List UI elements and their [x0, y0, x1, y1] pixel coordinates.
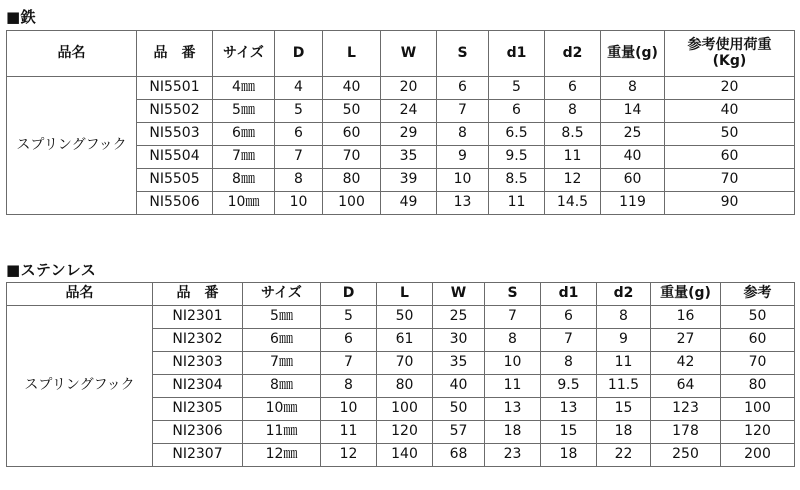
table-cell: 18	[597, 421, 651, 444]
table-cell: 13	[485, 398, 541, 421]
table-cell: 6	[545, 77, 601, 100]
table-cell: 25	[433, 306, 485, 329]
table-cell: 5	[489, 77, 545, 100]
table-cell: 70	[377, 352, 433, 375]
column-header: S	[437, 31, 489, 77]
table-cell: 11	[489, 192, 545, 215]
table-cell: 8㎜	[213, 169, 275, 192]
table-cell: 80	[721, 375, 795, 398]
section-title-iron: ■鉄	[6, 8, 37, 26]
table-cell: 13	[437, 192, 489, 215]
table-cell: 11	[545, 146, 601, 169]
table-cell: NI5502	[137, 100, 213, 123]
table-cell: 120	[721, 421, 795, 444]
table-cell: 8	[601, 77, 665, 100]
table-cell: 80	[323, 169, 381, 192]
column-header: 品 番	[153, 283, 243, 306]
table-cell: 10㎜	[243, 398, 321, 421]
table-cell: NI5503	[137, 123, 213, 146]
table-cell: 50	[377, 306, 433, 329]
table-cell: 30	[433, 329, 485, 352]
table-cell: 7	[485, 306, 541, 329]
table-cell: 8	[545, 100, 601, 123]
table-cell: 7	[541, 329, 597, 352]
table-cell: 8	[485, 329, 541, 352]
table-cell: NI2307	[153, 444, 243, 467]
product-name-cell: スプリングフック	[7, 77, 137, 215]
table-cell: 42	[651, 352, 721, 375]
table-cell: 70	[721, 352, 795, 375]
column-header: d1	[489, 31, 545, 77]
table-cell: 8	[597, 306, 651, 329]
table-cell: 25	[601, 123, 665, 146]
spec-table-iron	[6, 30, 795, 215]
table-cell: 60	[665, 146, 795, 169]
table-cell: 10㎜	[213, 192, 275, 215]
table-cell: 100	[721, 398, 795, 421]
table-cell: 6㎜	[213, 123, 275, 146]
table-cell: 7	[275, 146, 323, 169]
table-cell: NI5505	[137, 169, 213, 192]
table-cell: NI2303	[153, 352, 243, 375]
table-cell: NI5506	[137, 192, 213, 215]
table-cell: 61	[377, 329, 433, 352]
column-header: D	[275, 31, 323, 77]
table-cell: 11	[321, 421, 377, 444]
table-cell: 9.5	[489, 146, 545, 169]
table-cell: 18	[485, 421, 541, 444]
table-cell: 40	[433, 375, 485, 398]
table-cell: 80	[377, 375, 433, 398]
table-cell: 9.5	[541, 375, 597, 398]
column-header: サイズ	[213, 31, 275, 77]
table-cell: 64	[651, 375, 721, 398]
column-header: 参考使用荷重 (Kg)	[665, 31, 795, 77]
table-cell: 22	[597, 444, 651, 467]
table-cell: 6㎜	[243, 329, 321, 352]
table-cell: 57	[433, 421, 485, 444]
table-cell: 39	[381, 169, 437, 192]
table-cell: 7	[437, 100, 489, 123]
table-cell: NI2301	[153, 306, 243, 329]
table-cell: 4	[275, 77, 323, 100]
table-cell: 15	[597, 398, 651, 421]
table-cell: 40	[665, 100, 795, 123]
table-cell: NI5504	[137, 146, 213, 169]
table-cell: NI2302	[153, 329, 243, 352]
table-cell: NI2306	[153, 421, 243, 444]
table-cell: 12	[321, 444, 377, 467]
table-cell: 49	[381, 192, 437, 215]
table-cell: 8	[541, 352, 597, 375]
table-cell: 60	[323, 123, 381, 146]
table-row	[7, 77, 795, 100]
table-cell: 24	[381, 100, 437, 123]
table-cell: 40	[601, 146, 665, 169]
column-header: サイズ	[243, 283, 321, 306]
table-cell: 60	[721, 329, 795, 352]
table-cell: NI2304	[153, 375, 243, 398]
table-cell: 12㎜	[243, 444, 321, 467]
table-cell: 50	[721, 306, 795, 329]
table-cell: 11	[485, 375, 541, 398]
table-cell: 70	[323, 146, 381, 169]
table-cell: NI5501	[137, 77, 213, 100]
table-cell: 11㎜	[243, 421, 321, 444]
column-header: L	[323, 31, 381, 77]
header-row	[7, 283, 795, 306]
table-cell: 60	[601, 169, 665, 192]
table-cell: 6.5	[489, 123, 545, 146]
table-cell: 8	[437, 123, 489, 146]
table-cell: 70	[665, 169, 795, 192]
column-header: L	[377, 283, 433, 306]
table-cell: 10	[437, 169, 489, 192]
column-header: d2	[545, 31, 601, 77]
table-cell: 16	[651, 306, 721, 329]
table-cell: 18	[541, 444, 597, 467]
table-cell: 6	[489, 100, 545, 123]
table-cell: 120	[377, 421, 433, 444]
spec-table-stainless	[6, 282, 795, 467]
table-cell: 50	[433, 398, 485, 421]
table-cell: 20	[665, 77, 795, 100]
header-row	[7, 31, 795, 77]
table-cell: 11	[597, 352, 651, 375]
column-header: W	[381, 31, 437, 77]
table-cell: 11.5	[597, 375, 651, 398]
table-cell: 27	[651, 329, 721, 352]
table-cell: 9	[437, 146, 489, 169]
table-cell: 14	[601, 100, 665, 123]
table-cell: NI2305	[153, 398, 243, 421]
table-cell: 35	[433, 352, 485, 375]
table-cell: 8.5	[489, 169, 545, 192]
table-cell: 100	[377, 398, 433, 421]
table-cell: 10	[321, 398, 377, 421]
table-cell: 6	[275, 123, 323, 146]
table-cell: 250	[651, 444, 721, 467]
column-header: W	[433, 283, 485, 306]
table-cell: 9	[597, 329, 651, 352]
table-cell: 20	[381, 77, 437, 100]
table-cell: 140	[377, 444, 433, 467]
table-cell: 7㎜	[243, 352, 321, 375]
section-title-stainless: ■ステンレス	[6, 261, 97, 279]
table-cell: 5	[275, 100, 323, 123]
table-cell: 7㎜	[213, 146, 275, 169]
column-header: d2	[597, 283, 651, 306]
product-name-cell: スプリングフック	[7, 306, 153, 467]
column-header: d1	[541, 283, 597, 306]
table-cell: 10	[485, 352, 541, 375]
table-cell: 5㎜	[243, 306, 321, 329]
table-cell: 5㎜	[213, 100, 275, 123]
column-header: 品 番	[137, 31, 213, 77]
table-cell: 10	[275, 192, 323, 215]
table-cell: 100	[323, 192, 381, 215]
table-cell: 4㎜	[213, 77, 275, 100]
table-cell: 6	[541, 306, 597, 329]
table-cell: 14.5	[545, 192, 601, 215]
table-cell: 5	[321, 306, 377, 329]
table-cell: 123	[651, 398, 721, 421]
column-header: S	[485, 283, 541, 306]
table-cell: 178	[651, 421, 721, 444]
table-cell: 68	[433, 444, 485, 467]
table-cell: 50	[323, 100, 381, 123]
table-cell: 119	[601, 192, 665, 215]
column-header: 重量(g)	[601, 31, 665, 77]
table-cell: 13	[541, 398, 597, 421]
table-cell: 90	[665, 192, 795, 215]
column-header: 品名	[7, 31, 137, 77]
table-cell: 40	[323, 77, 381, 100]
table-cell: 200	[721, 444, 795, 467]
column-header: D	[321, 283, 377, 306]
table-cell: 7	[321, 352, 377, 375]
table-cell: 8	[275, 169, 323, 192]
table-cell: 50	[665, 123, 795, 146]
table-cell: 8㎜	[243, 375, 321, 398]
column-header: 参考	[721, 283, 795, 306]
table-cell: 35	[381, 146, 437, 169]
table-cell: 8.5	[545, 123, 601, 146]
table-cell: 8	[321, 375, 377, 398]
column-header: 重量(g)	[651, 283, 721, 306]
table-cell: 23	[485, 444, 541, 467]
table-cell: 6	[321, 329, 377, 352]
table-row	[7, 306, 795, 329]
column-header: 品名	[7, 283, 153, 306]
table-cell: 15	[541, 421, 597, 444]
table-cell: 12	[545, 169, 601, 192]
table-cell: 6	[437, 77, 489, 100]
table-cell: 29	[381, 123, 437, 146]
